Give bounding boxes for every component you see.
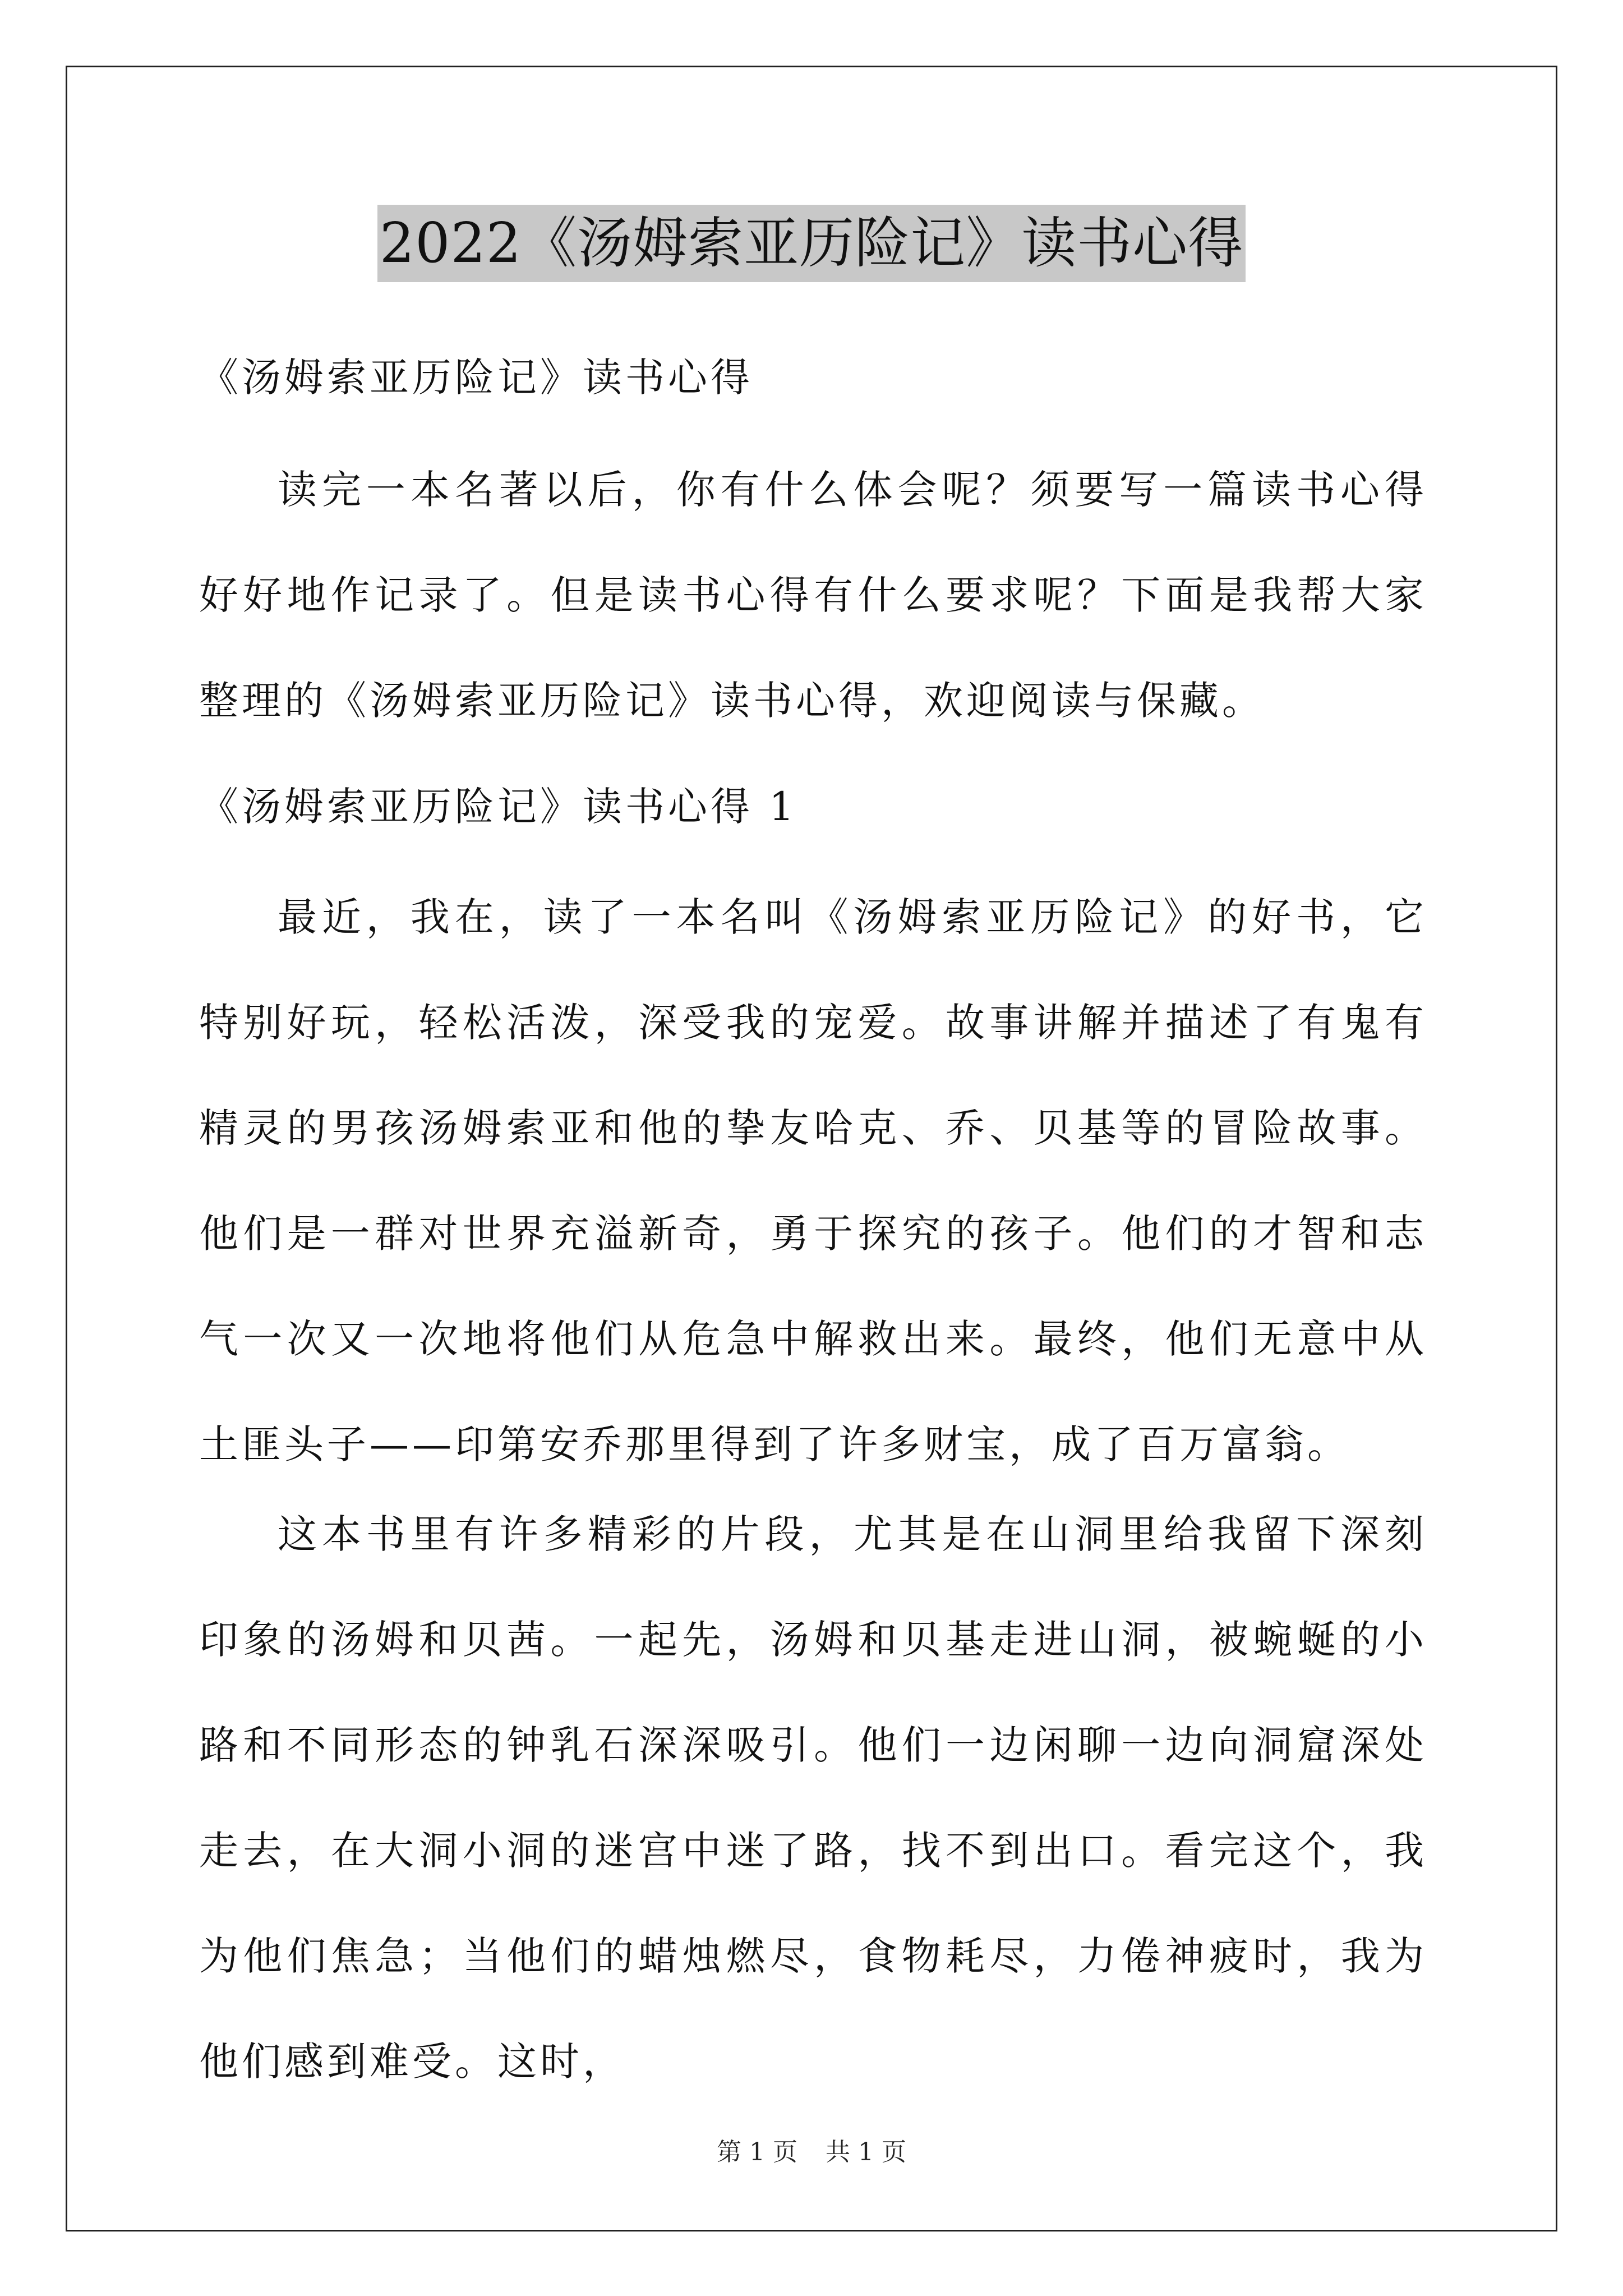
intro-paragraph: 读完一本名著以后，你有什么体会呢？须要写一篇读书心得好好地作记录了。但是读书心得有什么要求呢？下面是我帮大家整理的《汤姆索亚历险记》读书心得，欢迎阅读与保藏。 [199, 467, 1427, 724]
subtitle: 《汤姆索亚历险记》读书心得 [199, 355, 753, 401]
page-number: 第 1 页 [717, 2138, 797, 2166]
section-heading: 《汤姆索亚历险记》读书心得 1 [199, 784, 797, 830]
body-paragraph-1: 最近，我在，读了一本名叫《汤姆索亚历险记》的好书，它特别好玩，轻松活泼，深受我的宠爱。故事讲解并描述了有鬼有精灵的男孩汤姆索亚和他的挚友哈克、乔、贝基等的冒险故事。他们是一群对世界充溢新奇，勇于探究的孩子。他们的才智和志气一次又一次地将他们从危急中解救出来。最终，他们无意中从土匪头子——印第安乔那里得到了许多财宝，成了百万富翁。 [199, 894, 1427, 1467]
document-title: 2022《汤姆索亚历险记》读书心得 [377, 205, 1246, 282]
title-area [0, 205, 1623, 282]
body-paragraph-2: 这本书里有许多精彩的片段，尤其是在山洞里给我留下深刻印象的汤姆和贝茜。一起先，汤姆和贝基走进山洞，被蜿蜒的小路和不同形态的钟乳石深深吸引。他们一边闲聊一边向洞窟深处走去，在大洞小洞的迷宫中迷了路，找不到出口。看完这个，我为他们焦急；当他们的蜡烛燃尽，食物耗尽，力倦神疲时，我为他们感到难受。这时， [199, 1511, 1427, 2085]
page-total: 共 1 页 [826, 2138, 906, 2166]
page-footer [0, 2132, 1623, 2168]
